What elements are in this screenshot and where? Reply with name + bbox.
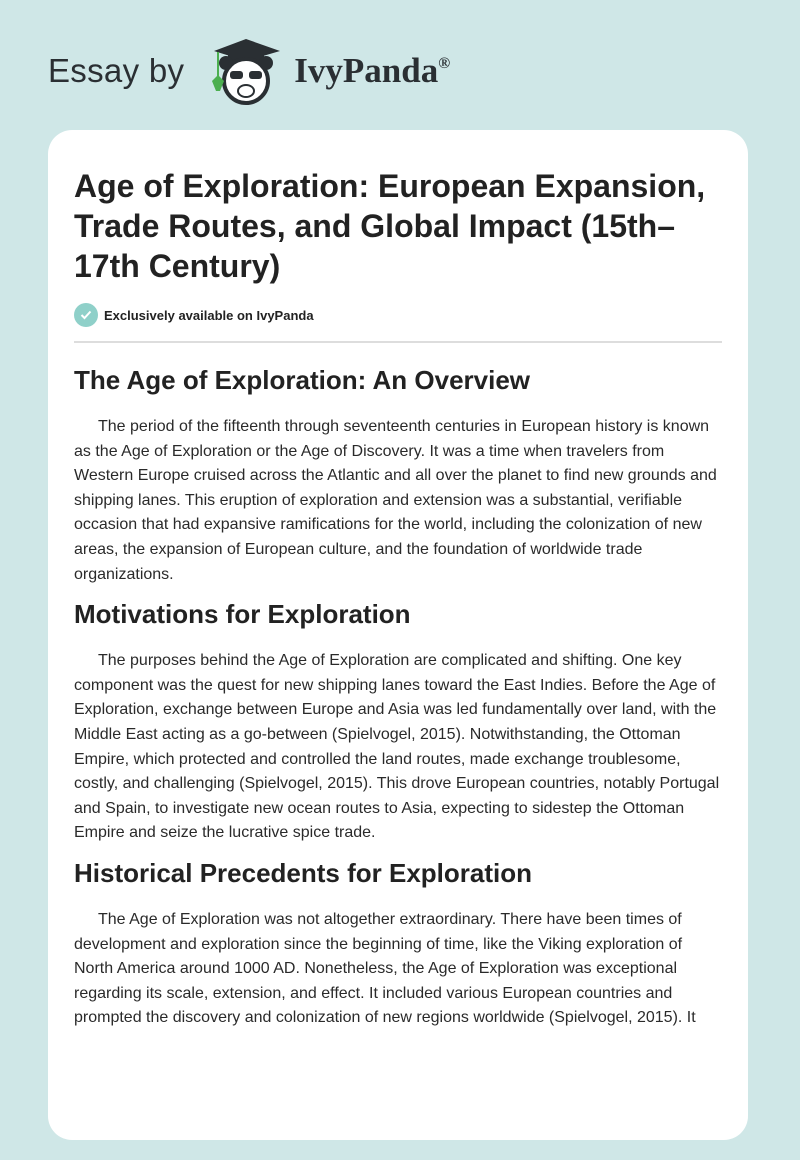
section-heading: Historical Precedents for Exploration: [74, 857, 533, 888]
ivypanda-logo-icon[interactable]: [204, 35, 288, 107]
brand-name: [294, 51, 450, 91]
essay-title: Age of Exploration: European Expansion, Trade Routes, and Global Impact (15th–17th Century): [74, 168, 706, 284]
section-paragraph: The period of the fifteenth through seventeenth centuries in European history is known as the Age of Exploration or the Age of Discovery. It was a time when travelers from Western Europe cruised across the Atlantic and all over the planet to find new grounds and shipping lanes. This eruption of exploration and extension was a substantial, verifiable occasion that had expansive ramifications for the world, including the colonization of new areas, the expansion of European culture, and the foundation of worldwide trade organizations.: [74, 418, 717, 583]
section-paragraph: The purposes behind the Age of Exploration are complicated and shifting. One key component was the quest for new shipping lanes toward the East Indies. Before the Age of Exploration, exchange between Europe and Asia was led fundamentally over land, with the Middle East acting as a go-between (Spielvogel, 2015). Notwithstanding, the Ottoman Empire, which protected and controlled the land routes, made exchange troublesome, costly, and challenging (Spielvogel, 2015). This drove European countries, notably Portugal and Spain, to investigate new ocean routes to Asia, expecting to sidestep the Ottoman Empire and seize the lucrative spice trade.: [74, 652, 720, 842]
divider: [74, 341, 722, 343]
section-heading: Motivations for Exploration: [74, 599, 411, 630]
section-heading: The Age of Exploration: An Overview: [74, 365, 531, 395]
section-paragraph: The Age of Exploration was not altogether extraordinary. There have been times of development and exploration since the beginning of time, like the Viking exploration of North America around 1000 AD. Nonetheless, the Age of Exploration was exceptional regarding its scale, extension, and effect. It included various European countries and prompted the discovery and colonization of new regions worldwide (Spielvogel, 2015). It: [74, 910, 696, 1027]
exclusive-badge: [74, 301, 722, 329]
registered-mark: ®: [438, 55, 451, 72]
site-header: [48, 36, 450, 106]
brand-text: IvyPanda: [294, 51, 439, 90]
badge-text: Exclusively available on IvyPanda: [104, 307, 314, 323]
check-circle-icon: [74, 303, 98, 327]
essay-card: [48, 130, 748, 1140]
essay-by-label: Essay by: [48, 52, 185, 89]
